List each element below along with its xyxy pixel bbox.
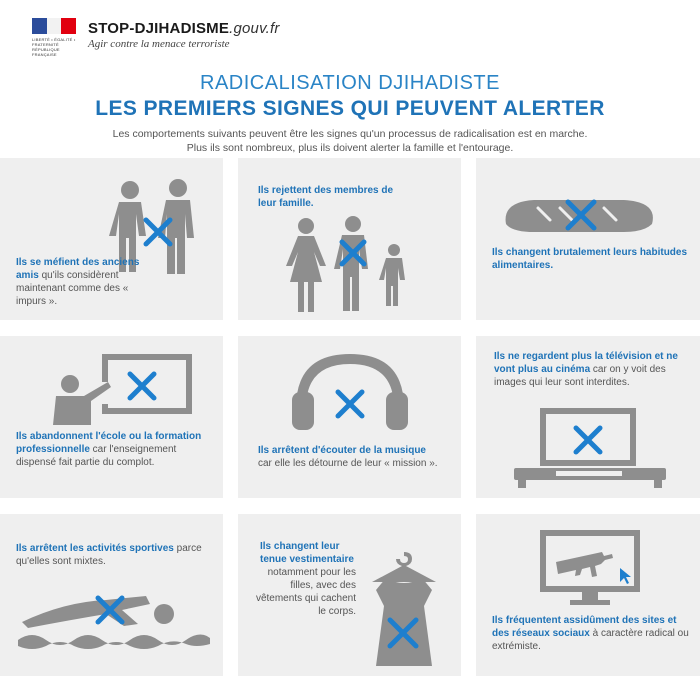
card-websites-text (492, 614, 692, 653)
card-school-highlight: Ils abandonnent l'école ou la formation professionnelle (16, 431, 202, 455)
headphones-crossed-icon (282, 348, 418, 434)
dress-crossed-icon (356, 550, 452, 670)
logo-text: LIBERTÉ • ÉGALITÉ • FRATERNITÉ RÉPUBLIQUE FRANÇAISE (32, 37, 76, 57)
card-sports-highlight: Ils arrêtent les activités sportives (16, 543, 174, 554)
card-sports-body: parce qu'elles sont mixtes. (16, 543, 202, 567)
card-family (238, 158, 461, 320)
card-family-text (258, 184, 408, 210)
site-name-suffix: .gouv.fr (229, 20, 280, 37)
card-school (0, 336, 223, 498)
card-food-highlight: Ils changent brutalement leurs habitudes alimentaires. (492, 247, 688, 271)
bread-crossed-icon (494, 194, 664, 238)
card-clothing-body: notamment pour les filles, avec des vêtements qui cachent le corps. (255, 567, 356, 617)
marianne-logo (32, 18, 80, 57)
card-food-text (492, 246, 692, 272)
card-old-friends-text (16, 256, 146, 308)
card-clothing-title (260, 540, 356, 566)
page-title-line-2: LES PREMIERS SIGNES QUI PEUVENT ALERTER (95, 97, 605, 120)
site-name (88, 20, 280, 37)
card-old-friends (0, 158, 223, 320)
swimmer-crossed-icon (14, 584, 210, 656)
card-tv-body: car on y voit des images qui leur sont interdites. (494, 364, 666, 388)
monitor-rifle-icon (538, 528, 642, 608)
card-tv (476, 336, 700, 498)
cursor-icon (620, 568, 631, 584)
card-food (476, 158, 700, 320)
intro-line-2: Plus ils sont nombreux, plus ils doivent alerter la famille et l'entourage. (186, 142, 514, 154)
intro-text (0, 127, 700, 155)
card-tv-text (494, 350, 690, 389)
intro-line-1: Les comportements suivants peuvent être les signes qu'un processus de radicalisation est en marche. (112, 128, 588, 140)
card-music (238, 336, 461, 498)
card-music-body: car elle les détourne de leur « mission ». (258, 458, 438, 469)
french-flag-icon (32, 18, 76, 34)
card-clothing-body-wrap (254, 566, 356, 618)
card-music-highlight: Ils arrêtent d'écouter de la musique (258, 445, 426, 456)
family-crossed-icon (268, 216, 428, 316)
card-old-friends-body: qu'ils considèrent maintenant comme des « impurs ». (16, 270, 129, 307)
site-tagline: Agir contre la menace terroriste (88, 38, 230, 50)
site-brand[interactable] (88, 20, 280, 50)
card-tv-highlight: Ils ne regardent plus la télévision et ne vont plus au cinéma (494, 351, 678, 375)
television-crossed-icon (510, 406, 670, 490)
card-clothing (238, 514, 461, 676)
card-family-highlight: Ils rejettent des membres de leur famille. (258, 185, 394, 209)
card-old-friends-highlight: Ils se méfient des anciens amis (16, 257, 140, 281)
card-school-body: car l'enseignement dispensé fait partie du complot. (16, 444, 177, 468)
card-sports (0, 514, 223, 676)
page-title-line-1: RADICALISATION DJIHADISTE (200, 72, 500, 94)
teacher-board-crossed-icon (30, 350, 200, 430)
card-sports-text (16, 542, 206, 568)
card-music-text (258, 444, 438, 470)
card-websites-body: à caractère radical ou extrémiste. (492, 628, 689, 652)
card-clothing-highlight: Ils changent leur tenue vestimentaire (260, 541, 354, 565)
card-websites-highlight: Ils fréquentent assidûment des sites et des réseaux sociaux (492, 615, 677, 639)
card-school-text (16, 430, 206, 469)
card-websites (476, 514, 700, 676)
header (0, 0, 700, 64)
site-name-main: STOP-DJIHADISME (88, 20, 230, 37)
title-block (0, 72, 700, 155)
